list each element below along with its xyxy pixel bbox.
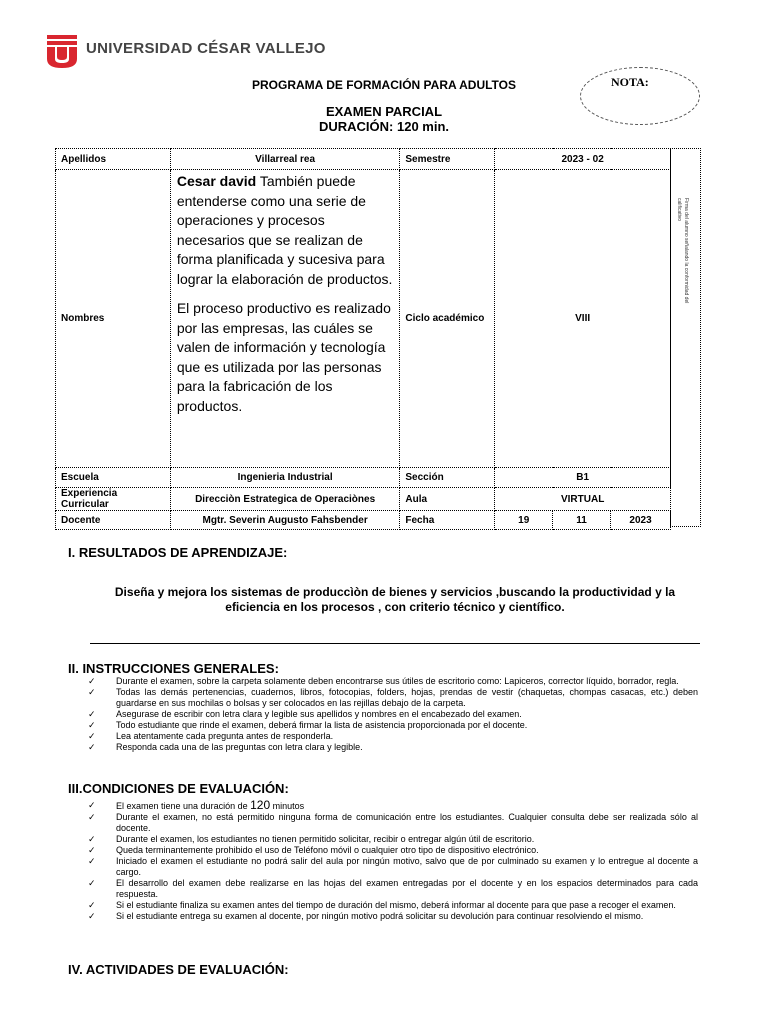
table-row [56,488,671,511]
student-info-table [55,148,671,530]
list-item: ✓ Queda terminantemente prohibido el uso de Teléfono móvil o cualquier otro tipo de dispositivo electrónico. [88,845,698,856]
list-item: ✓ Durante el examen, los estudiantes no tienen permitido solicitar, recibir o entregar algún útil de escritorio. [88,834,698,845]
nombres-paragraph-2: El proceso productivo es realizado por las empresas, las cuáles se valen de información y tecnología que es utilizada por las personas para la fabricación de los productos. [176,300,391,414]
aula-value: VIRTUAL [495,488,671,511]
ciclo-value: VIII [495,170,671,468]
fecha-year: 2023 [611,511,671,530]
instructions-list [88,676,698,753]
fecha-day: 19 [495,511,553,530]
section-4-heading: IV. ACTIVIDADES DE EVALUACIÓN: [68,962,289,977]
experiencia-value: Direcciòn Estrategica de Operaciònes [170,488,400,511]
signature-note: Firma del alumno señalando la conformidad del calificativo [676,198,689,304]
aula-label: Aula [400,488,495,511]
seccion-value: B1 [495,468,671,488]
section-2-heading: II. INSTRUCCIONES GENERALES: [68,661,279,676]
fecha-month: 11 [553,511,611,530]
duration-number: 120 [250,798,271,812]
exam-title: EXAMEN PARCIAL [325,104,443,119]
apellidos-value: Villarreal rea [170,149,400,170]
section-3-heading: III.CONDICIONES DE EVALUACIÓN: [68,781,289,796]
table-row [56,468,671,488]
list-item: ✓ Durante el examen, no está permitido ninguna forma de comunicación entre los estudiantes. Cualquier consulta debe ser realizada sólo al docente. [88,812,698,834]
exam-duration: DURACIÓN: 120 min. [318,119,450,134]
section-1-heading: I. RESULTADOS DE APRENDIZAJE: [68,545,288,560]
docente-label: Docente [56,511,171,530]
program-title: PROGRAMA DE FORMACIÓN PARA ADULTOS [252,78,516,92]
table-row [56,170,671,468]
list-item: ✓ Durante el examen, sobre la carpeta solamente deben encontrarse sus útiles de escritorio como: Lapiceros, corrector líquido, borrador, regla. [88,676,698,687]
list-item: ✓ Todo estudiante que rinde el examen, deberá firmar la lista de asistencia proporcionada por el docente. [88,720,698,731]
escuela-label: Escuela [56,468,171,488]
nombres-paragraph-1: También puede entenderse como una serie de operaciones y procesos necesarios que se realizan de forma planificada y sucesiva para lograr la elaboración de productos. [176,173,393,287]
answer-line [90,643,700,644]
escuela-value: Ingenieria Industrial [170,468,400,488]
list-item: ✓ El desarrollo del examen debe realizarse en las hojas del examen entregadas por el docente y en los espacios determinados para cada respuesta. [88,878,698,900]
nombres-label: Nombres [56,170,171,468]
nombres-value [170,170,400,468]
list-item: ✓ Todas las demás pertenencias, cuadernos, libros, fotocopias, folders, hojas, prendas de vestir (chaquetas, chompas casacas, etc.) deben guardarse en sus mochilas o bolsas y ser colocados en las rejillas debajo de la carpeta. [88,687,698,709]
experiencia-label: Experiencia Curricular [56,488,171,511]
apellidos-label: Apellidos [56,149,171,170]
list-item: ✓ Lea atentamente cada pregunta antes de responderla. [88,731,698,742]
docente-value: Mgtr. Severin Augusto Fahsbender [170,511,400,530]
semestre-label: Semestre [400,149,495,170]
conditions-list [88,800,698,922]
list-item: ✓ Iniciado el examen el estudiante no podrá salir del aula por ningún motivo, salvo que de por culminado su examen y lo entregue al docente a cargo. [88,856,698,878]
condition-text: minutos [270,801,305,811]
table-row [56,511,671,530]
condition-text: El examen tiene una duración de [116,801,251,811]
student-first-name: Cesar david [176,173,257,189]
university-name: UNIVERSIDAD CÉSAR VALLEJO [86,40,326,57]
fecha-label: Fecha [400,511,495,530]
list-item: ✓ Si el estudiante finaliza su examen antes del tiempo de duración del mismo, deberá informar al docente para que pase a recoger el examen. [88,900,698,911]
university-logo-icon [47,35,77,68]
list-item [88,800,698,812]
list-item: ✓ Responda cada una de las preguntas con letra clara y legible. [88,742,698,753]
table-row [56,149,671,170]
learning-outcome-text: Diseña y mejora los sistemas de produccìòn de bienes y servicios ,buscando la productividad y la eficiencia en los procesos , con criterio técnico y científico. [114,585,676,614]
semestre-value: 2023 - 02 [495,149,671,170]
grade-label: NOTA: [611,75,649,89]
seccion-label: Sección [400,468,495,488]
list-item: ✓ Si el estudiante entrega su examen al docente, por ningún motivo podrá solicitar su devolución para continuar resolviendo el mismo. [88,911,698,922]
ciclo-label: Ciclo académico [400,170,495,468]
list-item: ✓ Asegurase de escribir con letra clara y legible sus apellidos y nombres en el encabezado del examen. [88,709,698,720]
